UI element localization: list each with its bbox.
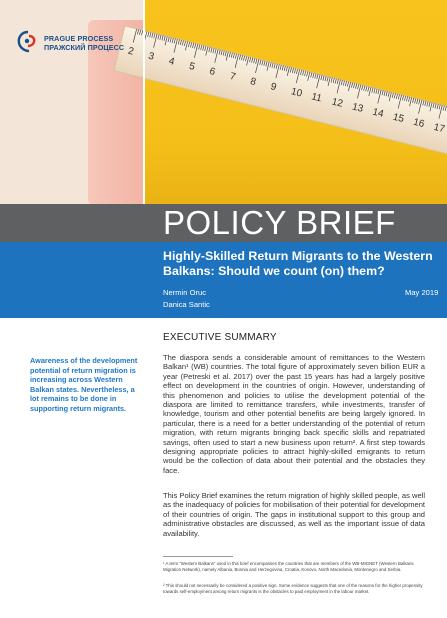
ruler-number: 7	[228, 71, 237, 84]
ruler-number: 8	[248, 76, 258, 89]
ruler-number: 3	[147, 50, 156, 63]
ruler-number: 2	[126, 45, 135, 58]
ruler-number: 17	[432, 121, 446, 136]
footnote: ² This should not necessarily be considered a positive sign. Some evidence suggests that one of the reasons for the higher propensity towards self-employment among return migrants is the obstacles to paid employment in the labour market.	[163, 583, 423, 594]
footnote: ¹ A term “Western Balkans” used in this brief encompasses the countries that are members of the WB-MIGNET (Western Balkans Migration Network), namely Albania, Bosnia and Herzegovina, Croatia, Kosovo, North Macedonia, Montenegro and Serbia.	[163, 561, 414, 572]
ruler-number: 9	[269, 81, 278, 94]
ruler-number: 6	[208, 65, 217, 78]
cover-image-right-panel	[126, 0, 447, 204]
author-name: Nermin Oruc	[163, 288, 207, 297]
publication-date: May 2019	[405, 288, 439, 297]
ruler-number: 11	[310, 91, 323, 105]
footnote-divider	[163, 556, 233, 557]
document-subtitle: Highly-Skilled Return Migrants to the Western Balkans: Should we count (on) them?	[163, 249, 433, 278]
cover-image	[0, 0, 447, 204]
ruler-number: 16	[411, 116, 426, 131]
logo-line-latin: PRAGUE PROCESS	[44, 34, 114, 43]
ruler-number: 15	[391, 111, 406, 126]
logo-wordmark	[44, 34, 124, 52]
document-type-title: POLICY BRIEF	[163, 204, 396, 241]
ruler-illustration	[126, 0, 447, 204]
ruler-number: 4	[167, 55, 176, 68]
ruler-number: 14	[371, 106, 385, 120]
sidebar-highlight: Awareness of the development potential of return migration is increasing across Western Balkan states. Nevertheless, a lot remains to be done in supporting return migrants.	[30, 356, 138, 413]
logo-mark-icon	[17, 30, 39, 54]
ruler-number: 12	[330, 96, 344, 110]
section-title: EXECUTIVE SUMMARY	[163, 332, 277, 343]
body-paragraph: The diaspora sends a considerable amount of remittances to the Western Balkan¹ (WB) countries. The total figure of approximately seven billion EUR a year (Petreski et al. 2017) over the past 15 years has had a largely positive effect on development in the countries of origin. However, understanding of this phenomenon and policies to utilise the development potential of the diaspora are limited to remittance transfers, while investments, transfer of knowledge, tourism and other potential benefits are being largely ignored. In particular, there is a need for a better understanding of the potential of return migration, with return migrants bringing back specific skills and repatriated savings, often used to start a new business upon return². A first step towards designing appropriate policies to attract highly-skilled emigrants to return would be the collection of data about their potential and the obstacles they face.	[163, 353, 425, 475]
ruler-number: 5	[187, 60, 196, 73]
ruler-number: 10	[289, 86, 304, 100]
prague-process-logo	[17, 30, 137, 60]
logo-line-cyrillic: ПРАЖСКИЙ ПРОЦЕСС	[44, 43, 125, 52]
body-paragraph: This Policy Brief examines the return migration of highly skilled people, as well as the inadequacy of policies for mobilisation of their potential for development of their countries of origin. The gaps in institutional support to this group and administrative obstacles are discussed, as well as the important issue of data availability.	[163, 491, 425, 538]
ruler-number: 13	[350, 101, 365, 115]
cover-divider	[143, 0, 145, 204]
author-name: Danica Santic	[163, 300, 210, 309]
